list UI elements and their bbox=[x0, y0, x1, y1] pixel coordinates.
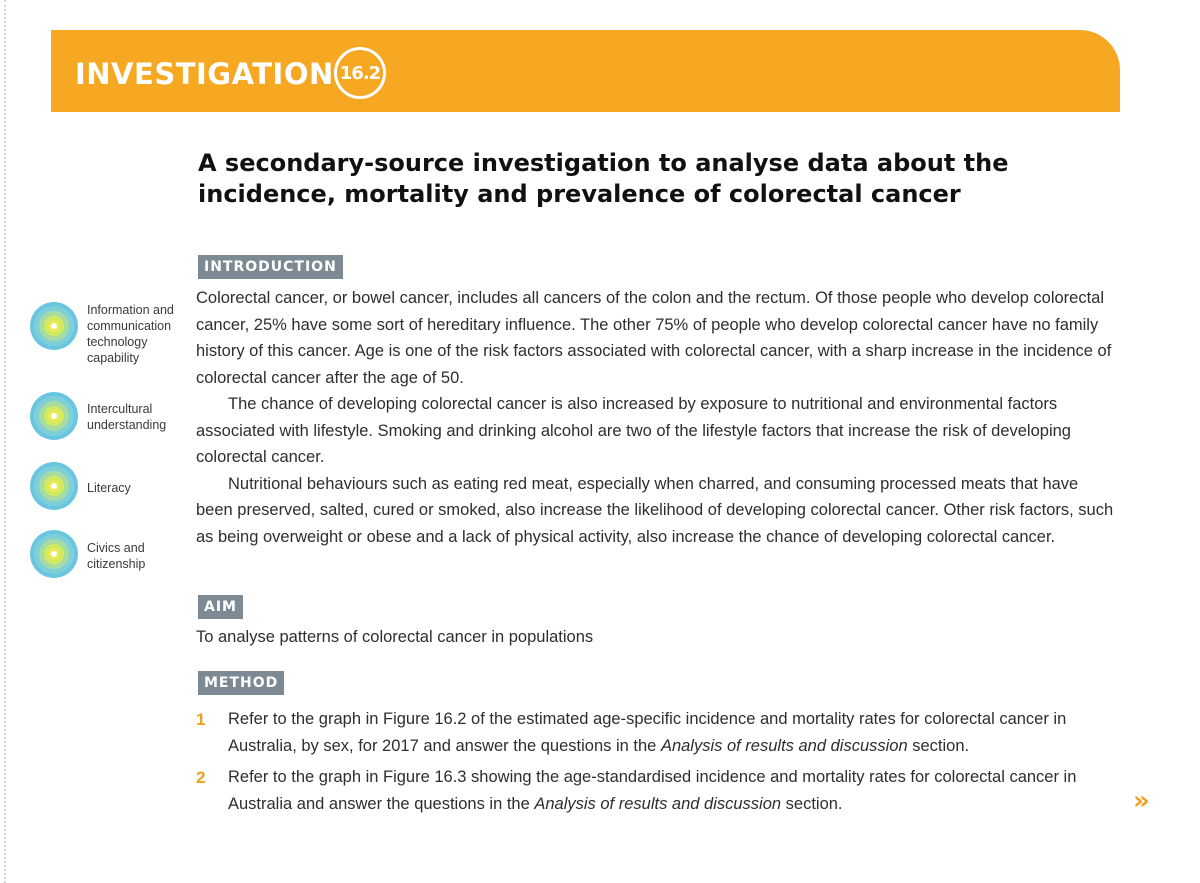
capability-label: Information and communication technology capability bbox=[87, 303, 174, 365]
capability-label: Literacy bbox=[87, 481, 131, 495]
investigation-banner bbox=[51, 30, 1120, 112]
method-step bbox=[196, 706, 1126, 760]
capability-intercultural bbox=[30, 392, 187, 440]
method-heading: METHOD bbox=[198, 671, 284, 695]
method-step-text: Refer to the graph in Figure 16.2 of the estimated age-specific incidence and mortality rates for colorectal cancer in Australia, by sex, for 2017 and answer the questions in the bbox=[228, 710, 1067, 755]
investigation-number-badge: 16.2 bbox=[334, 47, 386, 99]
capability-icon bbox=[30, 302, 78, 350]
aim-text: To analyse patterns of colorectal cancer in populations bbox=[196, 628, 594, 646]
method-step-tail: section. bbox=[781, 795, 843, 813]
capability-ict bbox=[30, 302, 187, 366]
method-step-italic: Analysis of results and discussion bbox=[534, 795, 782, 813]
method-step-italic: Analysis of results and discussion bbox=[660, 737, 908, 755]
introduction-paragraph: Nutritional behaviours such as eating red meat, especially when charred, and consuming processed meats that have been preserved, salted, cured or smoked, also increase the likelihood of developing colorectal cancer. Other risk factors, such as being overweight or obese and a lack of physical activity, also increase the chance of developing colorectal cancer. bbox=[196, 474, 1114, 546]
method-step-number: 2 bbox=[196, 768, 206, 787]
capability-civics bbox=[30, 530, 187, 578]
capability-label: Intercultural understanding bbox=[87, 402, 167, 432]
page-title-line-2: incidence, mortality and prevalence of colorectal cancer bbox=[198, 180, 961, 208]
introduction-paragraph: Colorectal cancer, or bowel cancer, includes all cancers of the colon and the rectum. Of those people who develop colorectal cancer, 25% have some sort of hereditary influence. The other 75% of people who develop colorectal cancer have no family history of this cancer. Age is one of the risk factors associated with colorectal cancer, with a sharp increase in the incidence of colorectal cancer after the age of 50. bbox=[196, 289, 1112, 387]
method-step-number: 1 bbox=[196, 710, 206, 729]
method-list bbox=[196, 706, 1126, 822]
method-step bbox=[196, 764, 1126, 818]
page-title bbox=[198, 148, 1098, 210]
method-step-tail: section. bbox=[907, 737, 970, 755]
introduction-heading: INTRODUCTION bbox=[198, 255, 343, 279]
introduction-paragraph: The chance of developing colorectal cancer is also increased by exposure to nutritional and environmental factors associated with lifestyle. Smoking and drinking alcohol are two of the lifestyle factors that increase the risk of developing colorectal cancer. bbox=[196, 395, 1071, 466]
introduction-text bbox=[196, 285, 1116, 550]
capability-icon bbox=[30, 462, 78, 510]
aim-heading: AIM bbox=[198, 595, 243, 619]
page-edge-dots bbox=[4, 0, 6, 883]
next-page-arrow-icon[interactable]: » bbox=[1133, 786, 1150, 816]
capability-label: Civics and citizenship bbox=[87, 541, 146, 571]
capability-icon bbox=[30, 392, 78, 440]
banner-title: INVESTIGATION bbox=[75, 57, 334, 91]
method-step-text: Refer to the graph in Figure 16.3 showing the age-standardised incidence and mortality rates for colorectal cancer in Australia and answer the questions in the bbox=[228, 768, 1077, 813]
capability-icon bbox=[30, 530, 78, 578]
page-title-line-1: A secondary-source investigation to analyse data about the bbox=[198, 149, 1009, 177]
capability-literacy bbox=[30, 462, 187, 510]
